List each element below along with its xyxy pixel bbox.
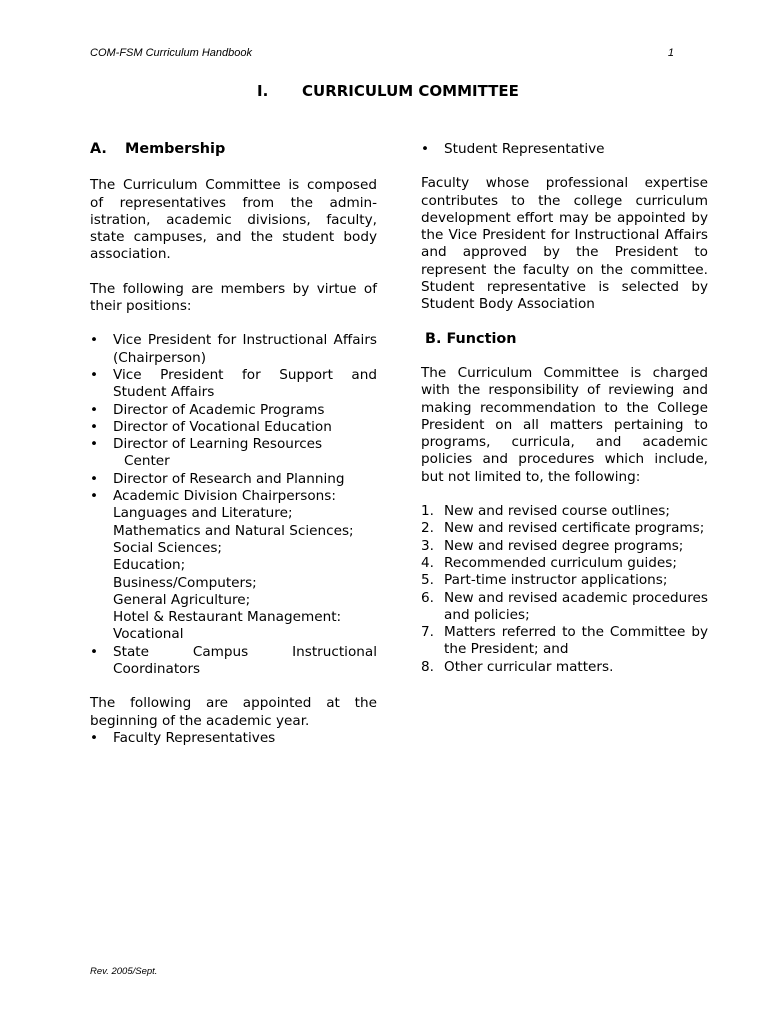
virtue-intro: The following are members by virtue of their positions: xyxy=(90,280,377,315)
division-item: Social Sciences; xyxy=(113,539,222,556)
division-chairs-label: Academic Division Chairpersons: xyxy=(113,488,336,505)
item-text: New and revised academic procedures and policies; xyxy=(444,589,708,623)
list-item xyxy=(421,624,708,659)
division-item: General Agriculture; xyxy=(113,591,251,608)
list-item: • Director of Vocational Education xyxy=(90,419,377,436)
revision-footer: Rev. 2005/Sept. xyxy=(90,966,158,977)
item-number: 4. xyxy=(421,554,434,571)
item-number: 5. xyxy=(421,572,434,589)
faculty-note: Faculty whose professional expertise contributes to the college curriculum development effort may be appointed by the Vice President for Instructional Affairs and approved by the President to represent the faculty on the committee. Student representative is selected by Student Body Association xyxy=(421,175,708,313)
members-list xyxy=(90,332,377,678)
item-text: Part-time instructor applications; xyxy=(444,572,668,589)
list-item xyxy=(421,503,708,520)
list-item: • Student Representative xyxy=(421,141,708,158)
membership-letter: A. xyxy=(90,141,107,157)
page-title xyxy=(257,82,519,100)
list-item xyxy=(421,572,708,589)
item-text: New and revised degree programs; xyxy=(444,537,684,554)
list-item xyxy=(421,520,708,537)
list-item: • State Campus Instructional Coordinators xyxy=(90,644,377,679)
division-item: Vocational xyxy=(113,626,184,643)
item-number: 7. xyxy=(421,624,434,641)
item-text: New and revised certificate programs; xyxy=(444,520,705,537)
membership-heading-text: Membership xyxy=(125,141,226,157)
item-number: 2. xyxy=(421,520,434,537)
learning-resources-tail: Center xyxy=(124,453,170,470)
division-item: Languages and Literature; xyxy=(113,505,293,522)
title-text: CURRICULUM COMMITTEE xyxy=(302,82,519,100)
list-item xyxy=(421,590,708,625)
list-item: • Vice President for Support and Student Affairs xyxy=(90,367,377,402)
learning-resources-label: • Director of Learning Resources xyxy=(113,436,323,453)
item-number: 6. xyxy=(421,589,434,606)
list-item xyxy=(90,436,377,471)
item-text: New and revised course outlines; xyxy=(444,503,670,520)
appointed-intro: The following are appointed at the beginning of the academic year. xyxy=(90,695,377,729)
appointed-list-right xyxy=(421,141,708,158)
item-text: Matters referred to the Committee by the President; and xyxy=(444,624,708,658)
right-column xyxy=(421,141,708,676)
title-numeral: I. xyxy=(257,82,269,100)
left-column xyxy=(90,141,377,747)
list-item xyxy=(90,488,377,644)
list-item: • Faculty Representatives xyxy=(90,730,377,747)
item-number: 1. xyxy=(421,503,434,520)
division-item: Business/Computers; xyxy=(113,574,257,591)
division-item: Mathematics and Natural Sciences; xyxy=(113,522,354,539)
page-number: 1 xyxy=(667,47,674,59)
list-item: • Vice President for Instructional Affairs (Chairperson) xyxy=(90,332,377,367)
handbook-title: COM-FSM Curriculum Handbook xyxy=(90,47,252,59)
membership-intro: The Curriculum Committee is composed of representatives from the admin-istration, academic divisions, faculty, state campuses, and the student body association. xyxy=(90,177,377,263)
item-number: 8. xyxy=(421,658,434,675)
divisions-list xyxy=(113,505,377,643)
list-item: • Director of Research and Planning xyxy=(90,471,377,488)
function-list xyxy=(421,503,708,676)
appointed-list-left xyxy=(90,730,377,747)
item-text: Recommended curriculum guides; xyxy=(444,554,677,571)
list-item xyxy=(421,538,708,555)
list-item: • Director of Academic Programs xyxy=(90,402,377,419)
function-heading: B. Function xyxy=(425,330,517,347)
running-header xyxy=(90,47,674,59)
membership-heading xyxy=(90,141,377,158)
function-intro: The Curriculum Committee is charged with the responsibility of reviewing and making recommendation to the College President on all matters pertaining to programs, curricula, and academic policies and procedures which include, but not limited to, the following: xyxy=(421,364,708,485)
list-item xyxy=(421,659,708,676)
division-item: Education; xyxy=(113,557,186,574)
division-item: Hotel & Restaurant Management: xyxy=(113,609,342,626)
item-number: 3. xyxy=(421,537,434,554)
list-item xyxy=(421,555,708,572)
item-text: Other curricular matters. xyxy=(444,658,614,675)
